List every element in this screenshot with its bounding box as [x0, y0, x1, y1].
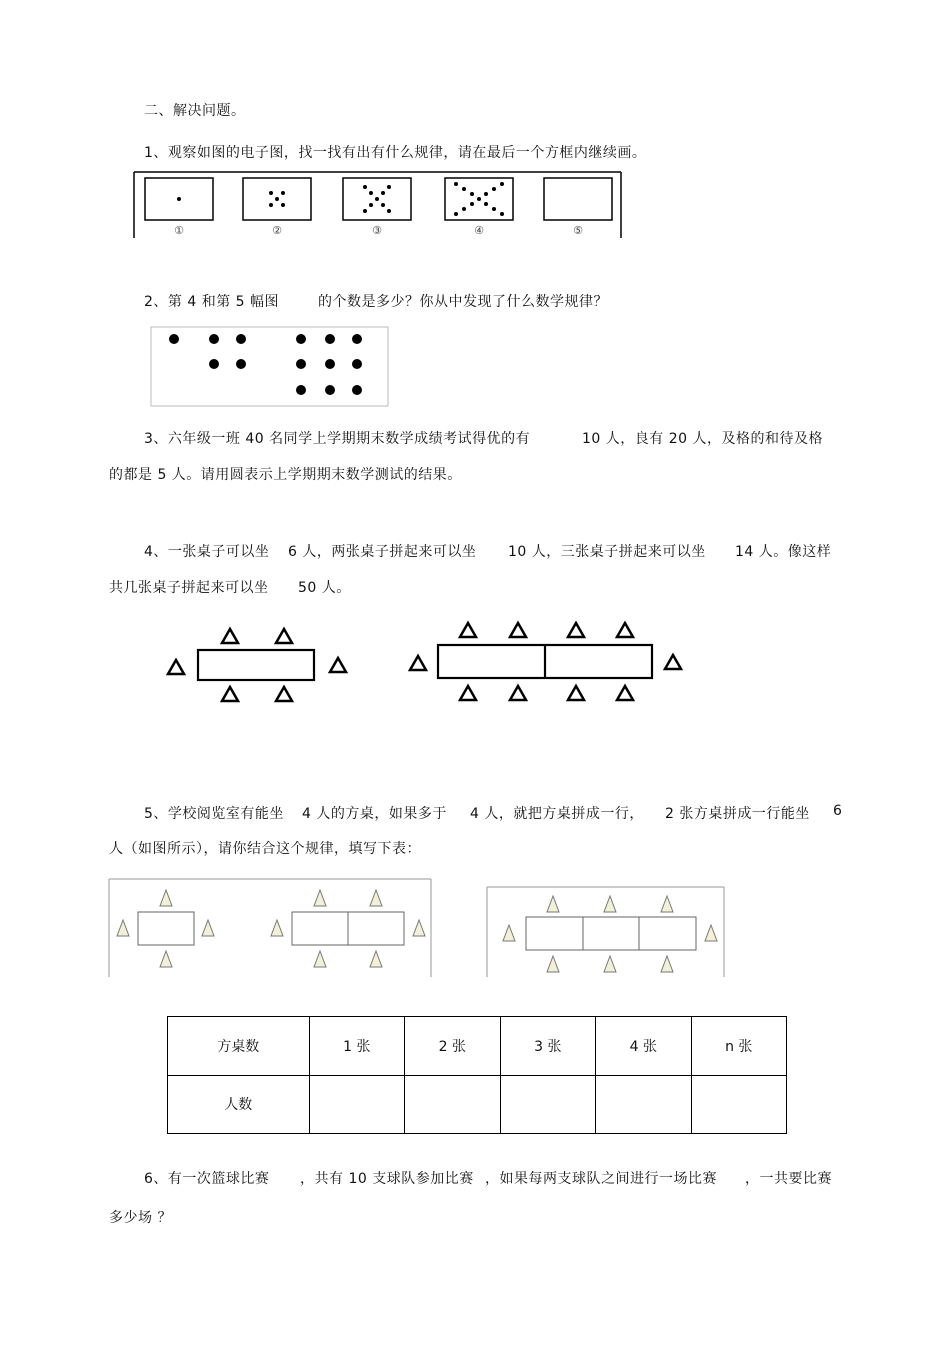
- pattern-box-1: [145, 178, 213, 220]
- question-2-text-b: 的个数是多少？你从中发现了什么数学规律？: [318, 294, 608, 310]
- question-6-line1-b: ，共有 10 支球队参加比赛: [300, 1171, 474, 1187]
- question-1-text: 1、观察如图的电子图，找一找有出有什么规律，请在最后一个方框内继续画。: [144, 145, 647, 161]
- question-5-line1-d: 2 张方桌拼成一行能坐: [665, 806, 810, 822]
- dot-pattern-figure: [133, 170, 623, 240]
- question-4-line1-b: 6 人，两张桌子拼起来可以坐: [288, 544, 477, 560]
- table-cell: 1 张: [309, 1017, 405, 1076]
- table-row: [168, 1017, 787, 1076]
- question-4-line2-a: 共几张桌子拼起来可以坐: [109, 580, 269, 596]
- tables-seating-figure: [160, 615, 690, 710]
- table-cell: 人数: [168, 1075, 310, 1134]
- question-6-line1-a: 6、有一次篮球比赛: [144, 1171, 270, 1187]
- question-6-line1-c: ，如果每两支球队之间进行一场比赛: [485, 1171, 717, 1187]
- question-3-line1-b: 10 人，良有 20 人，及格的和待及格: [582, 431, 823, 447]
- pattern-box-2: [243, 178, 311, 220]
- table-cell-blank[interactable]: [405, 1075, 501, 1134]
- square-tables-figure-right: [486, 886, 726, 978]
- figure-label-1: ①: [174, 224, 184, 237]
- table-cell: n 张: [691, 1017, 786, 1076]
- question-3-line1-a: 3、六年级一班 40 名同学上学期期末数学成绩考试得优的有: [144, 431, 531, 447]
- pattern-box-4: [445, 178, 513, 220]
- figure-label-5: ⑤: [573, 224, 583, 237]
- question-3-line2: 的都是 5 人。请用圆表示上学期期末数学测试的结果。: [109, 467, 462, 483]
- question-5-line2: 人（如图所示），请你结合这个规律，填写下表：: [109, 841, 421, 857]
- pattern-box-5-empty: [544, 178, 612, 220]
- table-cell: 2 张: [405, 1017, 501, 1076]
- question-4-line1-d: 14 人。像这样: [735, 544, 832, 560]
- question-6-line2: 多少场 ？: [109, 1210, 172, 1226]
- question-5-line1-a: 5、学校阅览室有能坐: [144, 806, 284, 822]
- question-5-line1-e: 6: [833, 803, 843, 819]
- table-row: [168, 1075, 787, 1134]
- question-5-line1-b: 4 人的方桌，如果多于: [302, 806, 447, 822]
- seating-table: [167, 1016, 787, 1134]
- table-cell: 4 张: [596, 1017, 692, 1076]
- table-cell-blank[interactable]: [500, 1075, 596, 1134]
- question-2-text-a: 2、第 4 和第 5 幅图: [144, 294, 280, 310]
- table-cell-blank[interactable]: [309, 1075, 405, 1134]
- question-4-line1-c: 10 人，三张桌子拼起来可以坐: [508, 544, 706, 560]
- figure-label-3: ③: [372, 224, 382, 237]
- section-title: 二、解决问题。: [144, 103, 246, 119]
- question-4-line2-b: 50 人。: [298, 580, 351, 596]
- pattern-box-3: [343, 178, 411, 220]
- table-cell: 方桌数: [168, 1017, 310, 1076]
- table-cell: 3 张: [500, 1017, 596, 1076]
- question-4-line1-a: 4、一张桌子可以坐: [144, 544, 270, 560]
- figure-label-4: ④: [474, 224, 484, 237]
- table-cell-blank[interactable]: [596, 1075, 692, 1134]
- square-tables-figure-left: [108, 878, 433, 978]
- figure-label-2: ②: [272, 224, 282, 237]
- table-cell-blank[interactable]: [691, 1075, 786, 1134]
- question-6-line1-d: ，一共要比赛: [745, 1171, 832, 1187]
- question-5-line1-c: 4 人，就把方桌拼成一行，: [470, 806, 644, 822]
- dot-groups-figure: [150, 326, 390, 408]
